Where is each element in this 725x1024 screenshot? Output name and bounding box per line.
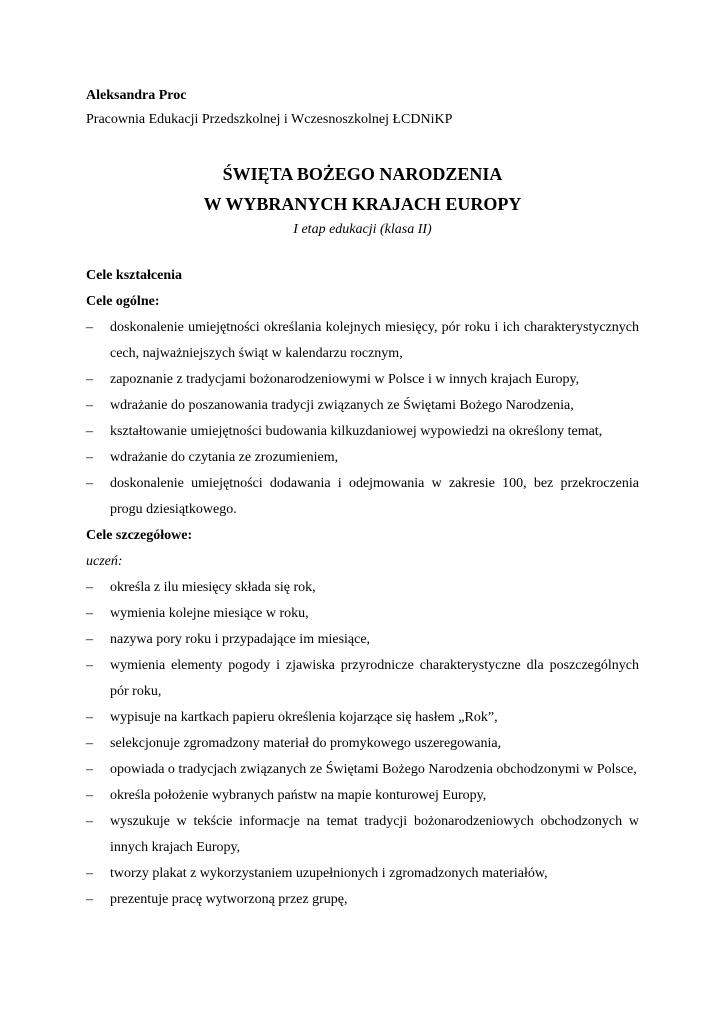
heading-goals: Cele kształcenia [86,268,183,283]
list-item: – wymienia kolejne miesiące w roku, [86,601,639,627]
specific-goals-list [86,575,639,913]
document-title [86,159,639,219]
list-item: – tworzy plakat z wykorzystaniem uzupełnionych i zgromadzonych materiałów, [86,861,639,887]
list-item: – zapoznanie z tradycjami bożonarodzeniowymi w Polsce i w innych krajach Europy, [86,367,639,393]
list-item: – określa z ilu miesięcy składa się rok, [86,575,639,601]
document-subtitle: I etap edukacji (klasa II) [293,222,432,237]
list-item: – opowiada o tradycjach związanych ze Świętami Bożego Narodzenia obchodzonymi w Polsce, [86,757,639,783]
heading-specific-goals: Cele szczegółowe: [86,528,193,543]
list-item: – nazywa pory roku i przypadające im miesiące, [86,627,639,653]
list-item: – wdrażanie do czytania ze zrozumieniem, [86,445,639,471]
list-item: – prezentuje pracę wytworzoną przez grupę, [86,887,639,913]
heading-general-goals: Cele ogólne: [86,294,160,309]
list-item: – doskonalenie umiejętności określania kolejnych miesięcy, pór roku i ich charakterystycznych cech, najważniejszych świąt w kalendarzu rocznym, [86,315,639,367]
list-item: – określa położenie wybranych państw na mapie konturowej Europy, [86,783,639,809]
list-item: – wymienia elementy pogody i zjawiska przyrodnicze charakterystyczne dla poszczególnych pór roku, [86,653,639,705]
list-item: – wdrażanie do poszanowania tradycji związanych ze Świętami Bożego Narodzenia, [86,393,639,419]
title-line-2: W WYBRANYCH KRAJACH EUROPY [203,194,522,214]
list-item: – wypisuje na kartkach papieru określenia kojarzące się hasłem „Rok”, [86,705,639,731]
general-goals-list [86,315,639,523]
title-line-1: ŚWIĘTA BOŻEGO NARODZENIA [222,164,503,184]
list-item: – selekcjonuje zgromadzony materiał do promykowego uszeregowania, [86,731,639,757]
author-affiliation: Pracownia Edukacji Przedszkolnej i Wczesnoszkolnej ŁCDNiKP [86,112,453,127]
author-name: Aleksandra Proc [86,88,187,103]
list-item: – doskonalenie umiejętności dodawania i odejmowania w zakresie 100, bez przekroczenia progu dziesiątkowego. [86,471,639,523]
list-item: – kształtowanie umiejętności budowania kilkuzdaniowej wypowiedzi na określony temat, [86,419,639,445]
specific-goals-lead: uczeń: [86,554,123,569]
document-page [86,84,639,913]
list-item: – wyszukuje w tekście informacje na temat tradycji bożonarodzeniowych obchodzonych w innych krajach Europy, [86,809,639,861]
